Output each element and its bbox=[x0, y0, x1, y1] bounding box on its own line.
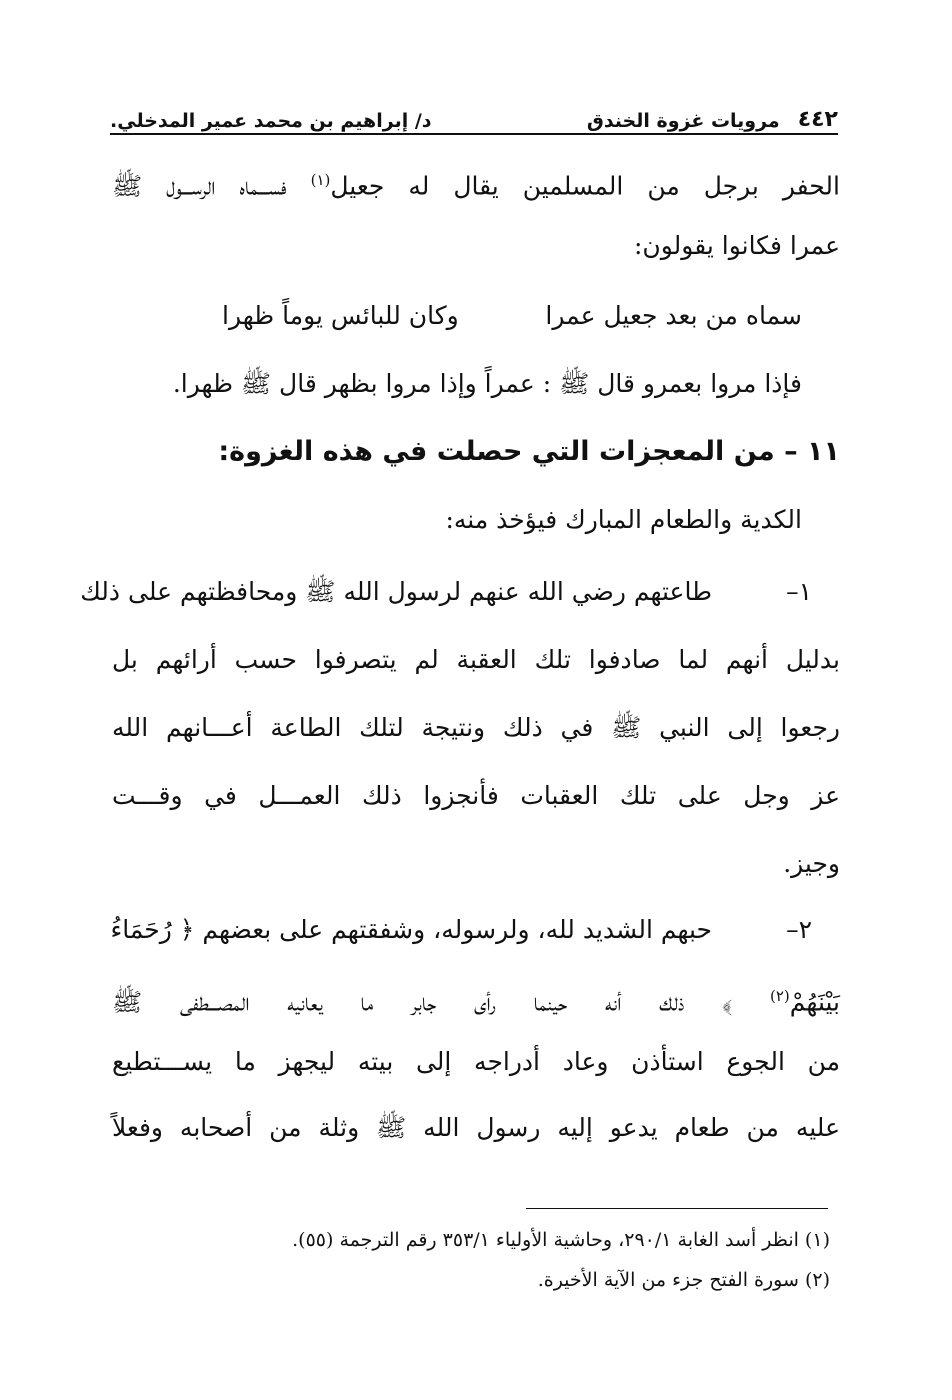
page-number: ٤٤٢ bbox=[797, 107, 838, 132]
author-name: د/ إبراهيم بن محمد عمير المدخلي. bbox=[110, 110, 432, 132]
item-1-line: وجيز. bbox=[783, 849, 840, 878]
item-2-line: حبهم الشديد لله، ولرسوله، وشفقتهم على بعضهم ﴿ رُحَمَاءُ bbox=[110, 915, 712, 944]
item-2-line: بَيْنَهُمْ$^{(٢)}$ ﴾ ذلك أنه حينما رأى جابر ما يعانيه المصـــطفى ﷺ bbox=[112, 987, 840, 1017]
item-2-number: ٢– bbox=[786, 915, 812, 944]
item-2-line: عليه من طعام يدعو إليه رسول الله ﷺ وثلة من أصحابه وفعلاً bbox=[112, 1113, 840, 1142]
verse-hemistich-2: وكان للبائس يوماً ظهرا bbox=[222, 301, 459, 330]
intro-line-2: عمرا فكانوا يقولون: bbox=[633, 231, 840, 260]
section-heading: ١١ – من المعجزات التي حصلت في هذه الغزوة: bbox=[218, 436, 840, 467]
item-1-line: بدليل أنهم لما صادفوا تلك العقبة لم يتصرفوا حسب أرائهم بل bbox=[112, 645, 840, 674]
item-1-line: رجعوا إلى النبي ﷺ في ذلك ونتيجة لتلك الطاعة أعـــانهم الله bbox=[112, 713, 840, 742]
item-1-number: ١– bbox=[786, 577, 812, 606]
item-1-line: طاعتهم رضي الله عنهم لرسول الله ﷺ ومحافظتهم على ذلك bbox=[80, 577, 712, 606]
header-divider bbox=[110, 133, 838, 135]
footnote-divider bbox=[526, 1208, 828, 1209]
book-title: مرويات غزوة الخندق bbox=[586, 110, 780, 132]
footnote-1: (١) انظر أسد الغابة ٢٩٠/١، وحاشية الأولياء ٣٥٣/١ رقم الترجمة (٥٥). bbox=[292, 1229, 830, 1251]
poem-verse bbox=[112, 296, 802, 336]
item-1-line: عز وجل على تلك العقبات فأنجزوا ذلك العمـــل في وقـــت bbox=[112, 781, 840, 810]
footnote-ref-2[interactable]: (٢) bbox=[770, 987, 790, 1005]
verse-hemistich-1: سماه من بعد جعيل عمرا bbox=[545, 301, 802, 330]
footnote-ref-1[interactable]: (١) bbox=[310, 171, 331, 189]
section-intro: الكدية والطعام المبارك فيؤخذ منه: bbox=[445, 505, 802, 534]
after-verse-text: فإذا مروا بعمرو قال ﷺ : عمراً وإذا مروا بظهر قال ﷺ ظهرا. bbox=[172, 369, 802, 398]
footnote-2: (٢) سورة الفتح جزء من الآية الأخيرة. bbox=[537, 1269, 830, 1291]
intro-line-1: الحفر برجل من المسلمين يقال له جعيل$^{(١)}$ فســـماه الرســـول ﷺ bbox=[112, 171, 840, 201]
item-2-line: من الجوع استأذن وعاد أدراجه إلى بيته ليجهز ما يســـتطيع bbox=[112, 1047, 840, 1076]
running-header bbox=[110, 100, 838, 132]
